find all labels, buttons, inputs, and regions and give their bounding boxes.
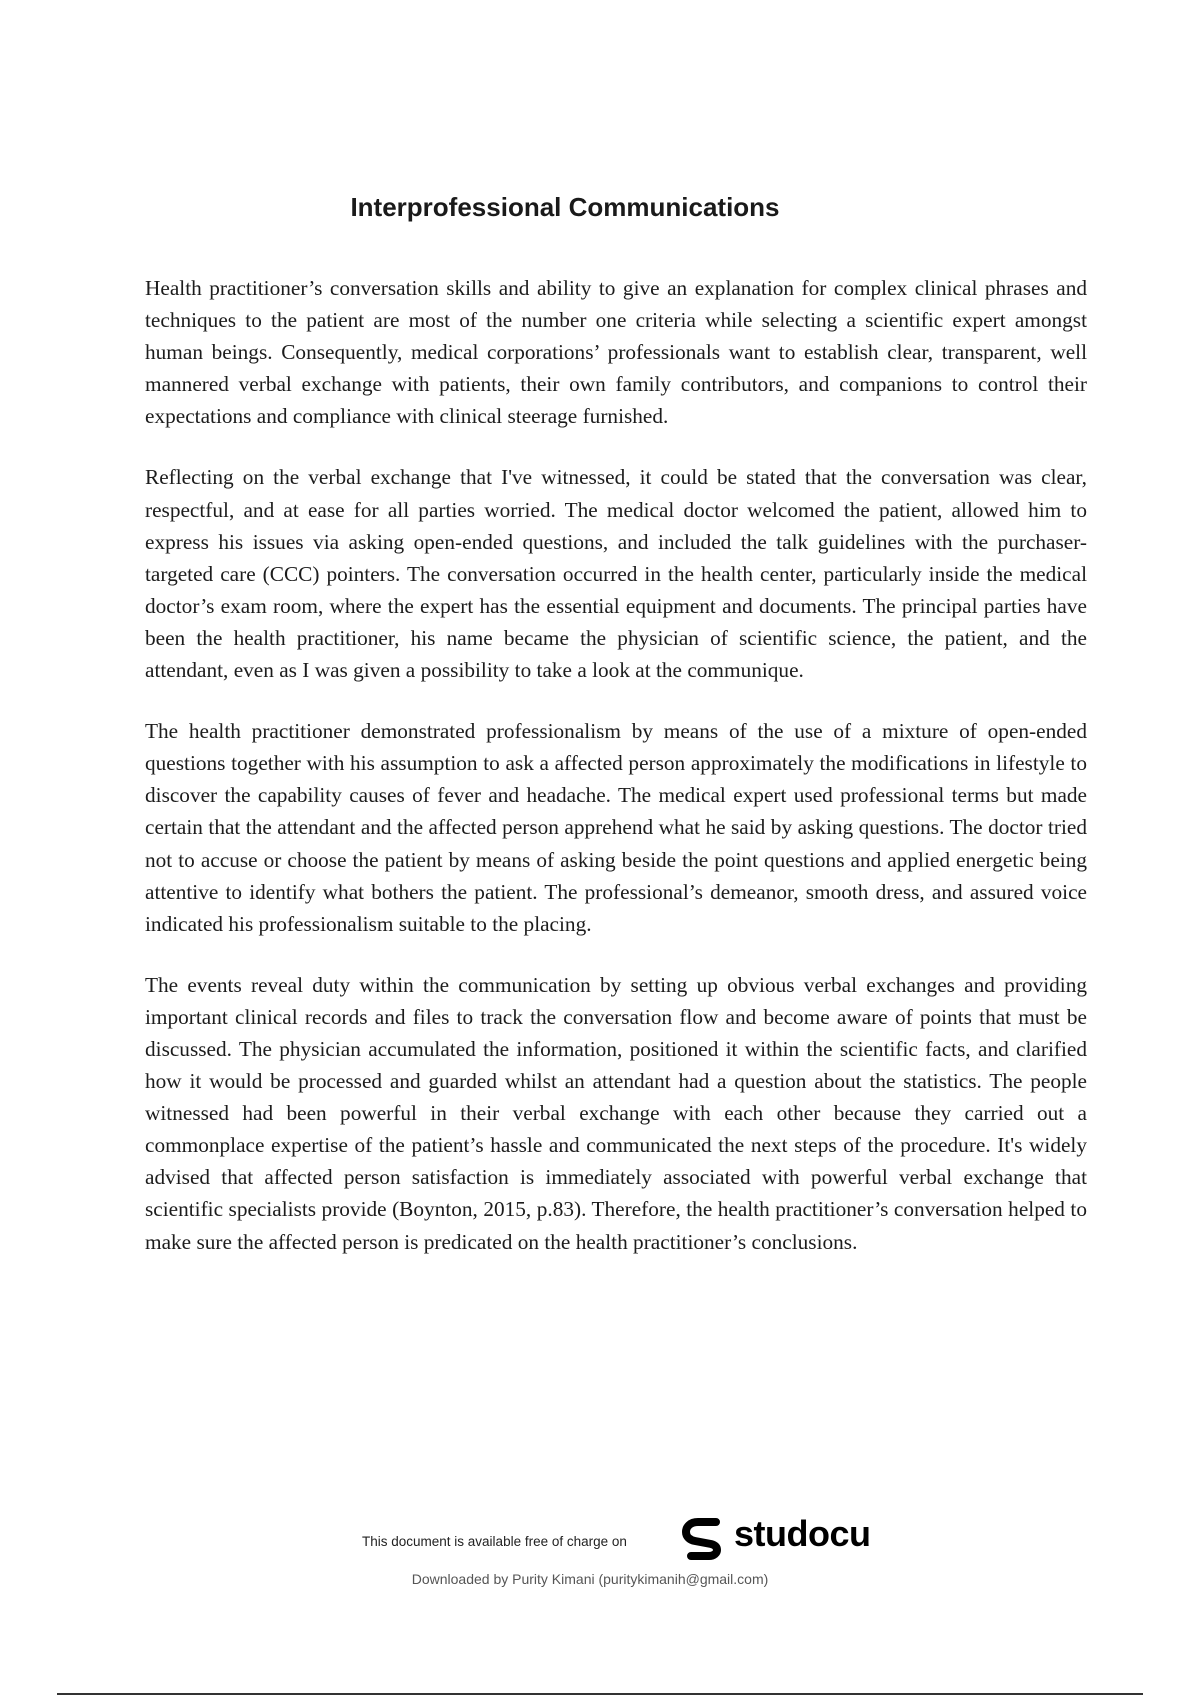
studocu-brand[interactable]: studocu [734,1513,871,1554]
availability-note: This document is available free of charge on [362,1534,627,1549]
paragraph-2: Reflecting on the verbal exchange that I've witnessed, it could be stated that the conversation was clear, respectful, and at ease for all parties worried. The medical doctor welcomed the patient, allowed him to express his issues via asking open-ended questions, and included the talk guidelines with the purchaser-targeted care (CCC) pointers. The conversation occurred in the health center, particularly inside the medical doctor’s exam room, where the expert has the essential equipment and documents. The principal parties have been the health practitioner, his name became the physician of scientific science, the patient, and the attendant, even as I was given a possibility to take a look at the communique. [145,465,1087,683]
downloaded-by-line: Downloaded by Purity Kimani (puritykimanih@gmail.com) [411,1571,769,1587]
studocu-logo-icon[interactable] [681,1516,727,1562]
page-footer [0,1505,1200,1595]
paragraph-3: The health practitioner demonstrated professionalism by means of the use of a mixture of open-ended questions together with his assumption to ask a affected person approximately the modifications in lifestyle to discover the capability causes of fever and headache. The medical expert used professional terms but made certain that the attendant and the affected person apprehend what he said by asking questions. The doctor tried not to accuse or choose the patient by means of asking beside the point questions and applied energetic being attentive to identify what bothers the patient. The professional’s demeanor, smooth dress, and assured voice indicated his professionalism suitable to the placing. [145,719,1087,936]
page-title: Interprofessional Communications [350,192,780,222]
paragraph-4: The events reveal duty within the communication by setting up obvious verbal exchanges and providing important clinical records and files to track the conversation flow and become aware of points that must be discussed. The physician accumulated the information, positioned it within the scientific facts, and clarified how it would be processed and guarded whilst an attendant had a question about the statistics. The people witnessed had been powerful in their verbal exchange with each other because they carried out a commonplace expertise of the patient’s hassle and communicated the next steps of the procedure. It's widely advised that affected person satisfaction is immediately associated with powerful verbal exchange that scientific specialists provide (Boynton, 2015, p.83). Therefore, the health practitioner’s conversation helped to make sure the affected person is predicated on the health practitioner’s conclusions. [145,972,1087,1254]
page-divider [57,1693,1143,1695]
document-body [145,272,1087,1287]
paragraph-1: Health practitioner’s conversation skills and ability to give an explanation for complex clinical phrases and techniques to the patient are most of the number one criteria while selecting a scientific expert amongst human beings. Consequently, medical corporations’ professionals want to establish clear, transparent, well mannered verbal exchange with patients, their own family contributors, and companions to control their expectations and compliance with clinical steerage furnished. [145,276,1087,429]
